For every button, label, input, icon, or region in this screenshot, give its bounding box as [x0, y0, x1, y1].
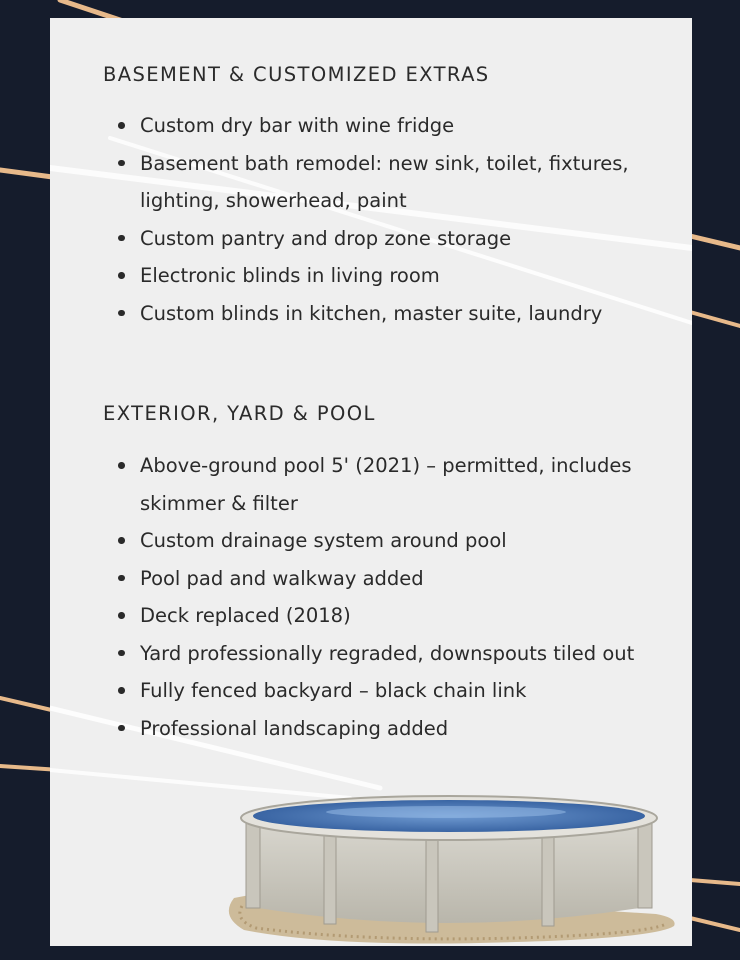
section-title-exterior: EXTERIOR, YARD & POOL [103, 402, 376, 425]
above-ground-pool-image [216, 790, 676, 946]
list-item: Custom blinds in kitchen, master suite, laundry [50, 295, 692, 333]
list-item: Custom pantry and drop zone storage [50, 220, 692, 258]
list-item: Custom dry bar with wine fridge [50, 107, 692, 145]
list-item: Yard professionally regraded, downspouts tiled out [50, 635, 692, 673]
section-title-basement: BASEMENT & CUSTOMIZED EXTRAS [103, 63, 490, 86]
list-item: Electronic blinds in living room [50, 257, 692, 295]
list-item: Pool pad and walkway added [50, 560, 692, 598]
list-item: Deck replaced (2018) [50, 597, 692, 635]
features-card [50, 18, 692, 946]
exterior-feature-list [50, 447, 692, 747]
list-item: Basement bath remodel: new sink, toilet, fixtures, lighting, showerhead, paint [50, 145, 692, 220]
list-item: Fully fenced backyard – black chain link [50, 672, 692, 710]
list-item: Above-ground pool 5' (2021) – permitted, includes skimmer & filter [50, 447, 692, 522]
list-item: Custom drainage system around pool [50, 522, 692, 560]
basement-feature-list [50, 107, 692, 332]
list-item: Professional landscaping added [50, 710, 692, 748]
